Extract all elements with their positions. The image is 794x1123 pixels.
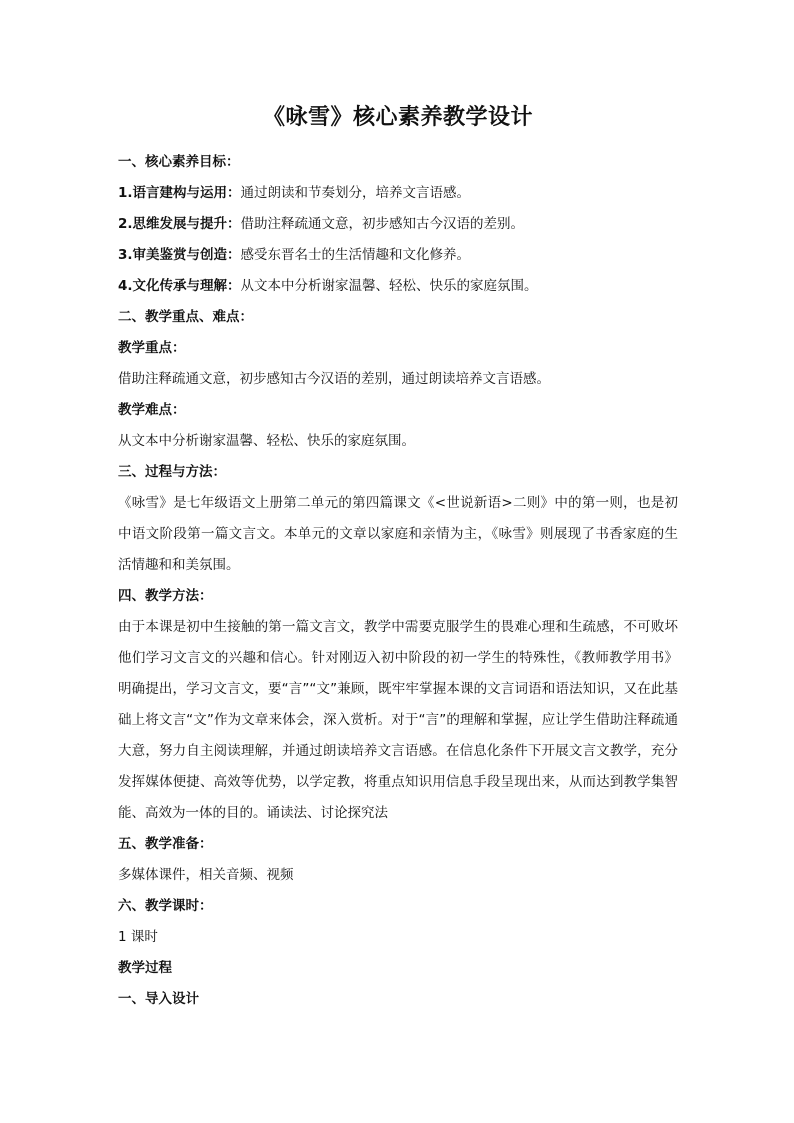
goal-text: 感受东晋名士的生活情趣和文化修养。	[240, 247, 471, 263]
goal-item	[118, 209, 678, 240]
goal-text: 从文本中分析谢家温馨、轻松、快乐的家庭氛围。	[240, 278, 538, 294]
section-heading-key-points: 二、教学重点、难点：	[118, 309, 253, 325]
goal-label: 2.思维发展与提升：	[118, 216, 241, 232]
goal-label: 4.文化传承与理解：	[118, 278, 241, 294]
section-heading-process: 三、过程与方法：	[118, 464, 226, 480]
difficulty-text: 从文本中分析谢家温馨、轻松、快乐的家庭氛围。	[118, 433, 415, 449]
document-title: 《咏雪》核心素养教学设计	[262, 105, 533, 130]
methods-text: 由于本课是初中生接触的第一篇文言文，教学中需要克服学生的畏难心理和生疏感，不可败坏他们学习文言文的兴趣和信心。针对刚迈入初中阶段的初一学生的特殊性，《教师教学用书》明确提出，学习文言文，要“言”“文”兼顾，既牢牢掌握本课的文言词语和语法知识，又在此基础上将文言“文”作为文章来体会，深入赏析。对于“言”的理解和掌握，应让学生借助注释疏通大意，努力自主阅读理解，并通过朗读培养文言语感。在信息化条件下开展文言文教学，充分发挥媒体便捷、高效等优势，以学定教，将重点知识用信息手段呈现出来，从而达到教学集智能、高效为一体的目的。诵读法、讨论探究法	[118, 619, 678, 821]
goal-text: 借助注释疏通文意，初步感知古今汉语的差别。	[240, 216, 525, 232]
section-heading-periods: 六、教学课时：	[118, 898, 213, 914]
periods-text: 1 课时	[118, 929, 158, 945]
section-heading-goals: 一、核心素养目标：	[118, 154, 240, 170]
subheading-key: 教学重点：	[118, 340, 186, 356]
subheading-difficulty: 教学难点：	[118, 402, 186, 418]
teaching-process-heading: 教学过程	[118, 960, 172, 976]
goal-item	[118, 271, 678, 302]
goal-text: 通过朗读和节奏划分，培养文言语感。	[240, 185, 471, 201]
preparation-text: 多媒体课件，相关音频、视频	[118, 867, 294, 883]
key-text: 借助注释疏通文意，初步感知古今汉语的差别，通过朗读培养文言语感。	[118, 371, 550, 387]
section-heading-preparation: 五、教学准备：	[118, 836, 213, 852]
goal-item	[118, 178, 678, 209]
intro-design-heading: 一、导入设计	[118, 991, 199, 1007]
section-heading-methods: 四、教学方法：	[118, 588, 213, 604]
document-page	[118, 100, 678, 1015]
goal-label: 1.语言建构与运用：	[118, 185, 241, 201]
goal-label: 3.审美鉴赏与创造：	[118, 247, 241, 263]
goal-item	[118, 240, 678, 271]
process-text: 《咏雪》是七年级语文上册第二单元的第四篇课文《<世说新语>二则》中的第一则，也是初中语文阶段第一篇文言文。本单元的文章以家庭和亲情为主，《咏雪》则展现了书香家庭的生活情趣和和美氛围。	[118, 495, 678, 573]
